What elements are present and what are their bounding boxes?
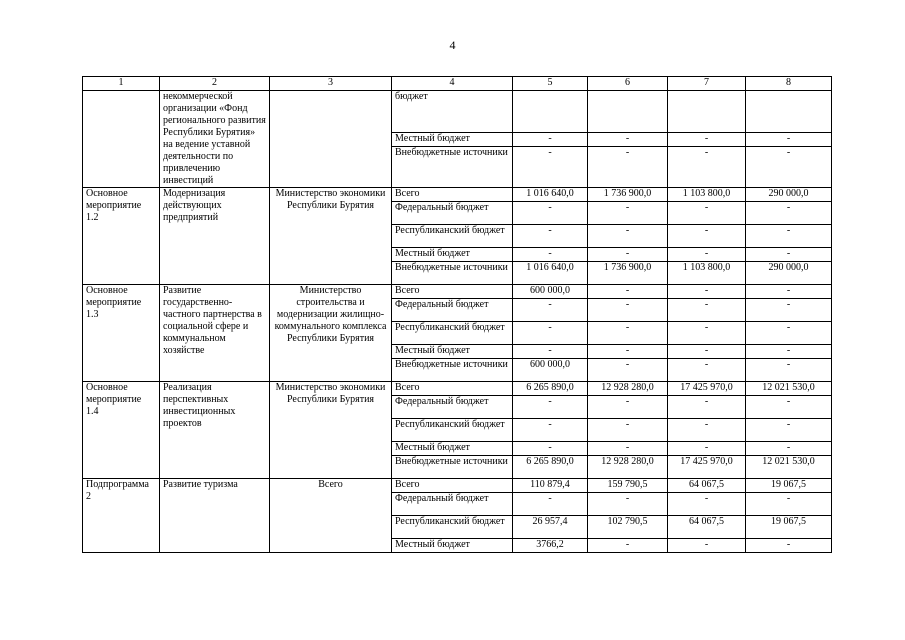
value-cell-col5: [513, 91, 588, 133]
value-cell-col6: -: [588, 539, 668, 553]
header-cell: 2: [160, 77, 270, 91]
funding-source-cell: Местный бюджет: [392, 442, 513, 456]
executor-cell: Всего: [270, 479, 392, 553]
value-cell-col8: -: [746, 396, 832, 419]
value-cell-col8: -: [746, 419, 832, 442]
header-cell: 1: [83, 77, 160, 91]
value-cell-col6: -: [588, 493, 668, 516]
funding-source-cell: Республиканский бюджет: [392, 419, 513, 442]
event-code-cell: [83, 91, 160, 188]
value-cell-col6: -: [588, 225, 668, 248]
value-cell-col7: [668, 91, 746, 133]
funding-source-cell: Внебюджетные источники: [392, 359, 513, 382]
value-cell-col5: 110 879,4: [513, 479, 588, 493]
funding-source-cell: Федеральный бюджет: [392, 299, 513, 322]
value-cell-col6: -: [588, 248, 668, 262]
value-cell-col7: 17 425 970,0: [668, 456, 746, 479]
funding-source-cell: Местный бюджет: [392, 132, 513, 146]
event-name-cell: Модернизация действующих предприятий: [160, 188, 270, 285]
value-cell-col6: 1 736 900,0: [588, 188, 668, 202]
funding-source-cell: Всего: [392, 285, 513, 299]
value-cell-col8: 290 000,0: [746, 262, 832, 285]
value-cell-col5: -: [513, 299, 588, 322]
funding-source-cell: Внебюджетные источники: [392, 456, 513, 479]
value-cell-col8: 19 067,5: [746, 479, 832, 493]
value-cell-col7: -: [668, 396, 746, 419]
event-name-cell: Реализация перспективных инвестиционных проектов: [160, 382, 270, 479]
value-cell-col7: 64 067,5: [668, 516, 746, 539]
funding-source-cell: Внебюджетные источники: [392, 262, 513, 285]
value-cell-col5: -: [513, 396, 588, 419]
value-cell-col6: 102 790,5: [588, 516, 668, 539]
funding-source-cell: Республиканский бюджет: [392, 516, 513, 539]
value-cell-col7: -: [668, 225, 746, 248]
funding-source-cell: Федеральный бюджет: [392, 396, 513, 419]
value-cell-col8: [746, 91, 832, 133]
event-name-cell: Развитие государственно-частного партнерства в социальной сфере и коммунальном хозяйстве: [160, 285, 270, 382]
funding-source-cell: Федеральный бюджет: [392, 202, 513, 225]
value-cell-col5: -: [513, 419, 588, 442]
value-cell-col5: -: [513, 146, 588, 188]
value-cell-col5: 6 265 890,0: [513, 382, 588, 396]
value-cell-col6: -: [588, 419, 668, 442]
header-row: [83, 77, 832, 91]
value-cell-col5: -: [513, 442, 588, 456]
value-cell-col5: 1 016 640,0: [513, 188, 588, 202]
value-cell-col5: 1 016 640,0: [513, 262, 588, 285]
value-cell-col7: -: [668, 202, 746, 225]
funding-source-cell: Республиканский бюджет: [392, 225, 513, 248]
value-cell-col7: 64 067,5: [668, 479, 746, 493]
funding-source-cell: Всего: [392, 188, 513, 202]
header-cell: 4: [392, 77, 513, 91]
executor-cell: Министерство экономики Республики Бурятия: [270, 188, 392, 285]
value-cell-col7: -: [668, 493, 746, 516]
value-cell-col6: 12 928 280,0: [588, 382, 668, 396]
value-cell-col5: 600 000,0: [513, 359, 588, 382]
funding-source-cell: Местный бюджет: [392, 248, 513, 262]
value-cell-col8: 290 000,0: [746, 188, 832, 202]
value-cell-col5: -: [513, 345, 588, 359]
value-cell-col7: -: [668, 299, 746, 322]
value-cell-col8: -: [746, 539, 832, 553]
value-cell-col8: -: [746, 493, 832, 516]
funding-source-cell: Местный бюджет: [392, 345, 513, 359]
value-cell-col6: -: [588, 396, 668, 419]
value-cell-col7: -: [668, 419, 746, 442]
value-cell-col7: -: [668, 345, 746, 359]
value-cell-col8: -: [746, 299, 832, 322]
table-row: [83, 285, 832, 299]
value-cell-col5: -: [513, 322, 588, 345]
value-cell-col6: 1 736 900,0: [588, 262, 668, 285]
value-cell-col6: -: [588, 442, 668, 456]
value-cell-col8: -: [746, 322, 832, 345]
table-row: [83, 188, 832, 202]
value-cell-col7: -: [668, 442, 746, 456]
table-body: [83, 77, 832, 553]
value-cell-col5: -: [513, 493, 588, 516]
header-cell: 6: [588, 77, 668, 91]
budget-table: [82, 76, 832, 553]
value-cell-col8: -: [746, 132, 832, 146]
value-cell-col7: -: [668, 359, 746, 382]
value-cell-col7: -: [668, 322, 746, 345]
value-cell-col6: 159 790,5: [588, 479, 668, 493]
value-cell-col6: -: [588, 202, 668, 225]
header-cell: 3: [270, 77, 392, 91]
value-cell-col5: -: [513, 202, 588, 225]
value-cell-col6: -: [588, 322, 668, 345]
value-cell-col6: -: [588, 146, 668, 188]
funding-source-cell: Федеральный бюджет: [392, 493, 513, 516]
funding-source-cell: Всего: [392, 479, 513, 493]
value-cell-col8: -: [746, 359, 832, 382]
value-cell-col6: [588, 91, 668, 133]
funding-source-cell: Республиканский бюджет: [392, 322, 513, 345]
executor-cell: Министерство экономики Республики Бурятия: [270, 382, 392, 479]
value-cell-col8: -: [746, 202, 832, 225]
value-cell-col5: -: [513, 132, 588, 146]
value-cell-col6: -: [588, 345, 668, 359]
value-cell-col5: 600 000,0: [513, 285, 588, 299]
funding-source-cell: Местный бюджет: [392, 539, 513, 553]
value-cell-col6: -: [588, 285, 668, 299]
funding-source-cell: Внебюджетные источники: [392, 146, 513, 188]
value-cell-col5: 6 265 890,0: [513, 456, 588, 479]
value-cell-col8: 12 021 530,0: [746, 456, 832, 479]
event-code-cell: Основное мероприятие 1.3: [83, 285, 160, 382]
table-row: [83, 479, 832, 493]
executor-cell: [270, 91, 392, 188]
event-code-cell: Основное мероприятие 1.4: [83, 382, 160, 479]
value-cell-col6: 12 928 280,0: [588, 456, 668, 479]
value-cell-col8: -: [746, 442, 832, 456]
value-cell-col7: -: [668, 539, 746, 553]
value-cell-col5: 26 957,4: [513, 516, 588, 539]
value-cell-col7: -: [668, 146, 746, 188]
value-cell-col7: 1 103 800,0: [668, 188, 746, 202]
value-cell-col8: -: [746, 146, 832, 188]
value-cell-col6: -: [588, 299, 668, 322]
value-cell-col8: -: [746, 225, 832, 248]
value-cell-col6: -: [588, 132, 668, 146]
value-cell-col7: -: [668, 248, 746, 262]
event-name-cell: некоммерческой организации «Фонд регионального развития Республики Бурятия» на ведение уставной деятельности по привлечению инвестиций: [160, 91, 270, 188]
event-code-cell: Основное мероприятие 1.2: [83, 188, 160, 285]
funding-source-cell: бюджет: [392, 91, 513, 133]
event-name-cell: Развитие туризма: [160, 479, 270, 553]
header-cell: 7: [668, 77, 746, 91]
table-row: [83, 382, 832, 396]
value-cell-col7: 1 103 800,0: [668, 262, 746, 285]
value-cell-col8: -: [746, 248, 832, 262]
value-cell-col8: 19 067,5: [746, 516, 832, 539]
event-code-cell: Подпрограмма 2: [83, 479, 160, 553]
value-cell-col5: 3766,2: [513, 539, 588, 553]
header-cell: 5: [513, 77, 588, 91]
value-cell-col5: -: [513, 248, 588, 262]
value-cell-col5: -: [513, 225, 588, 248]
value-cell-col7: 17 425 970,0: [668, 382, 746, 396]
value-cell-col8: 12 021 530,0: [746, 382, 832, 396]
header-cell: 8: [746, 77, 832, 91]
executor-cell: Министерство строительства и модернизации жилищно-коммунального комплекса Республики Бурятия: [270, 285, 392, 382]
page-number: 4: [449, 38, 456, 52]
value-cell-col6: -: [588, 359, 668, 382]
funding-source-cell: Всего: [392, 382, 513, 396]
value-cell-col8: -: [746, 285, 832, 299]
value-cell-col7: -: [668, 285, 746, 299]
value-cell-col7: -: [668, 132, 746, 146]
table-row: [83, 91, 832, 133]
value-cell-col8: -: [746, 345, 832, 359]
